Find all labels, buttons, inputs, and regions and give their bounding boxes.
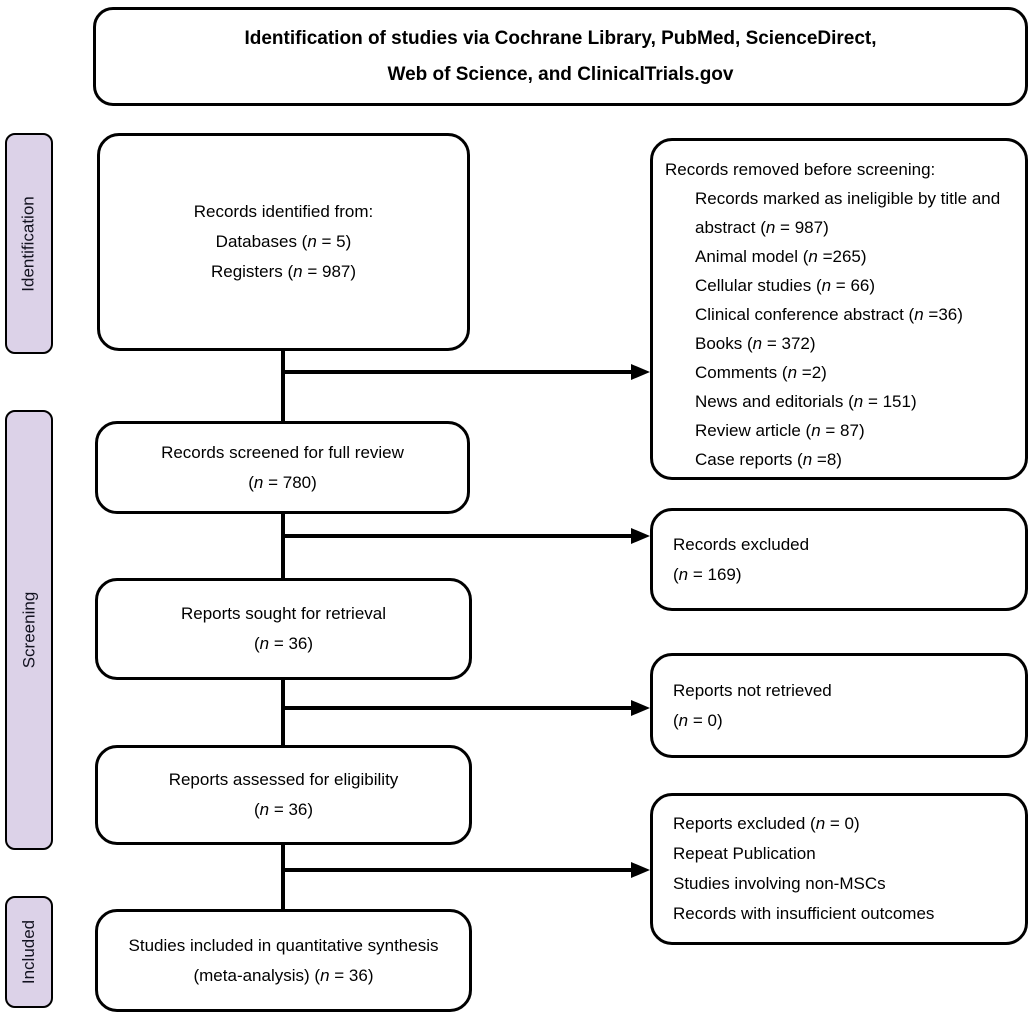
text-line: (n = 0) bbox=[673, 710, 723, 730]
connector-screened-to-sought bbox=[281, 511, 285, 581]
arrowhead-records-excluded bbox=[631, 528, 650, 544]
text-line: (meta-analysis) (n = 36) bbox=[193, 965, 374, 985]
text-line: (n = 36) bbox=[253, 634, 314, 653]
stage-label-identification-text: Identification bbox=[19, 195, 39, 292]
stage-label-screening bbox=[5, 410, 53, 850]
text-line: (n = 780) bbox=[248, 472, 317, 492]
stage-label-included-text: Included bbox=[19, 919, 38, 985]
text-line: (n = 36) bbox=[253, 800, 314, 819]
text-line: Records marked as ineligible by title and bbox=[695, 189, 1001, 208]
arrow-line-records-removed bbox=[283, 370, 633, 374]
arrow-line-reports-not-retrieved bbox=[283, 706, 633, 710]
records-removed-box bbox=[650, 138, 1028, 480]
text-line: Registers (n = 987) bbox=[210, 262, 357, 281]
text-line: Records with insufficient outcomes bbox=[673, 904, 935, 923]
text-line: abstract (n = 987) bbox=[695, 218, 829, 237]
arrowhead-reports-not-retrieved bbox=[631, 700, 650, 716]
connector-sought-to-assessed bbox=[281, 678, 285, 748]
stage-label-included bbox=[5, 896, 53, 1008]
title-box bbox=[93, 7, 1028, 106]
connector-identified-to-screened bbox=[281, 348, 285, 424]
text-line: Reports sought for retrieval bbox=[180, 604, 387, 623]
reports-not-retrieved-box bbox=[650, 653, 1028, 758]
text-line: Books (n = 372) bbox=[695, 334, 816, 353]
text-line: Records excluded bbox=[673, 534, 810, 554]
text-line: News and editorials (n = 151) bbox=[695, 392, 917, 411]
text-line: Comments (n =2) bbox=[695, 363, 827, 382]
text-line: Reports assessed for eligibility bbox=[168, 770, 399, 789]
text-line: Clinical conference abstract (n =36) bbox=[695, 305, 963, 324]
arrowhead-reports-excluded bbox=[631, 862, 650, 878]
text-line: Reports not retrieved bbox=[673, 680, 832, 700]
text-line: Case reports (n =8) bbox=[695, 450, 842, 469]
text-line: Studies involving non-MSCs bbox=[673, 874, 886, 893]
reports-assessed-box bbox=[95, 745, 472, 845]
text-line: Records screened for full review bbox=[161, 442, 404, 462]
arrow-line-records-excluded bbox=[283, 534, 633, 538]
studies-included-box bbox=[95, 909, 472, 1012]
arrow-line-reports-excluded bbox=[283, 868, 633, 872]
reports-excluded-box bbox=[650, 793, 1028, 945]
reports-sought-box bbox=[95, 578, 472, 680]
records-screened-box bbox=[95, 421, 470, 514]
arrowhead-records-removed bbox=[631, 364, 650, 380]
text-line: Records identified from: bbox=[193, 202, 374, 221]
text-line: Studies included in quantitative synthesis bbox=[128, 935, 439, 955]
records-identified-box bbox=[97, 133, 470, 351]
text-line: Records removed before screening: bbox=[665, 160, 936, 179]
stage-label-identification bbox=[5, 133, 53, 354]
text-line: Animal model (n =265) bbox=[695, 247, 867, 266]
records-excluded-box bbox=[650, 508, 1028, 611]
connector-assessed-to-included bbox=[281, 843, 285, 912]
text-line: (n = 169) bbox=[673, 564, 742, 584]
text-line: Repeat Publication bbox=[673, 844, 816, 863]
text-line: Cellular studies (n = 66) bbox=[695, 276, 876, 295]
stage-label-screening-text: Screening bbox=[19, 591, 38, 669]
title-line-2: Web of Science, and ClinicalTrials.gov bbox=[387, 63, 734, 85]
text-line: Review article (n = 87) bbox=[695, 421, 865, 440]
text-line: Databases (n = 5) bbox=[215, 232, 352, 251]
title-line-1: Identification of studies via Cochrane Library, PubMed, ScienceDirect, bbox=[244, 27, 877, 49]
text-line: Reports excluded (n = 0) bbox=[673, 814, 860, 833]
